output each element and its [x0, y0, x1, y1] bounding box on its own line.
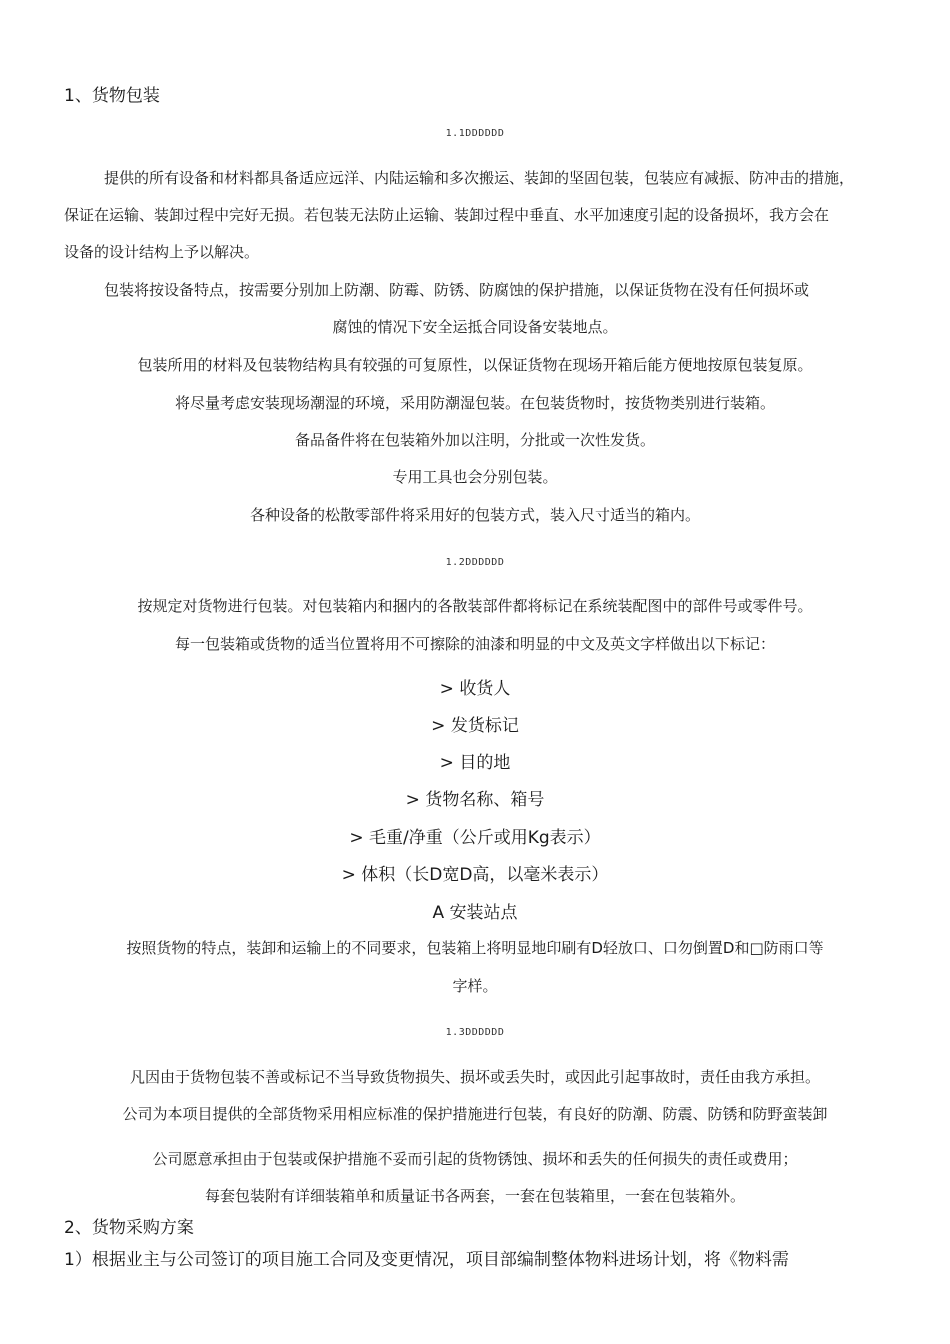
marking-item: > 发货标记: [431, 716, 519, 736]
paragraph-line: 每套包装附有详细装箱单和质量证书各两套，一套在包装箱里，一套在包装箱外。: [204, 1187, 745, 1205]
section-heading-procurement: 2、货物采购方案: [64, 1218, 194, 1238]
marking-item: > 目的地: [439, 753, 511, 773]
marking-item: > 货物名称、箱号: [405, 790, 545, 810]
marking-item: > 毛重/净重（公斤或用Kg表示）: [349, 828, 601, 848]
paragraph-line: 字样。: [452, 977, 498, 995]
paragraph-line: 备品备件将在包装箱外加以注明，分批或一次性发货。: [294, 431, 655, 449]
marking-item: > 体积（长D宽D高，以毫米表示）: [341, 865, 609, 885]
paragraph-line: 腐蚀的情况下安全运抵合同设备安装地点。: [332, 318, 618, 336]
paragraph-line: 公司愿意承担由于包装或保护措施不妥而引起的货物锈蚀、损坏和丢失的任何损失的责任或费用；: [152, 1150, 798, 1168]
paragraph-line: 1）根据业主与公司签订的项目施工合同及变更情况，项目部编制整体物料进场计划，将《物料需: [64, 1250, 789, 1270]
section-heading-packaging: 1、货物包装: [64, 86, 160, 106]
marking-item: A 安装站点: [432, 903, 518, 923]
paragraph-line: 专用工具也会分别包装。: [392, 468, 558, 486]
subsection-label-1-3: 1.3DDDDDD: [445, 1027, 505, 1038]
paragraph-line: 包装将按设备特点，按需要分别加上防潮、防霉、防锈、防腐蚀的保护措施，以保证货物在没有任何损坏或: [104, 281, 810, 299]
paragraph-line: 每一包装箱或货物的适当位置将用不可擦除的油漆和明显的中文及英文字样做出以下标记：: [174, 635, 775, 653]
paragraph-line: 按照货物的特点，装卸和运输上的不同要求，包装箱上将明显地印刷有D轻放口、口勿倒置D和□防雨口等: [126, 939, 824, 957]
paragraph-line: 保证在运输、装卸过程中完好无损。若包装无法防止运输、装卸过程中垂直、水平加速度引起的设备损坏，我方会在: [64, 206, 830, 224]
paragraph-line: 凡因由于货物包装不善或标记不当导致货物损失、损坏或丢失时，或因此引起事故时，责任由我方承担。: [129, 1068, 820, 1086]
subsection-label-1-2: 1.2DDDDDD: [445, 557, 505, 568]
paragraph-line: 提供的所有设备和材料都具备适应远洋、内陆运输和多次搬运、装卸的坚固包装，包装应有减振、防冲击的措施，: [104, 169, 855, 187]
paragraph-line: 将尽量考虑安装现场潮湿的环境，采用防潮湿包装。在包装货物时，按货物类别进行装箱。: [174, 394, 775, 412]
paragraph-line: 设备的设计结构上予以解决。: [64, 243, 260, 261]
paragraph-line: 公司为本项目提供的全部货物采用相应标准的保护措施进行包装，有良好的防潮、防震、防锈和防野蛮装卸: [122, 1105, 828, 1123]
marking-item: > 收货人: [439, 679, 511, 699]
paragraph-line: 按规定对货物进行包装。对包装箱内和捆内的各散装部件都将标记在系统装配图中的部件号或零件号。: [137, 597, 813, 615]
subsection-label-1-1: 1.1DDDDDD: [445, 128, 505, 139]
paragraph-line: 各种设备的松散零部件将采用好的包装方式，装入尺寸适当的箱内。: [249, 506, 700, 524]
paragraph-line: 包装所用的材料及包装物结构具有较强的可复原性，以保证货物在现场开箱后能方便地按原包装复原。: [137, 356, 813, 374]
